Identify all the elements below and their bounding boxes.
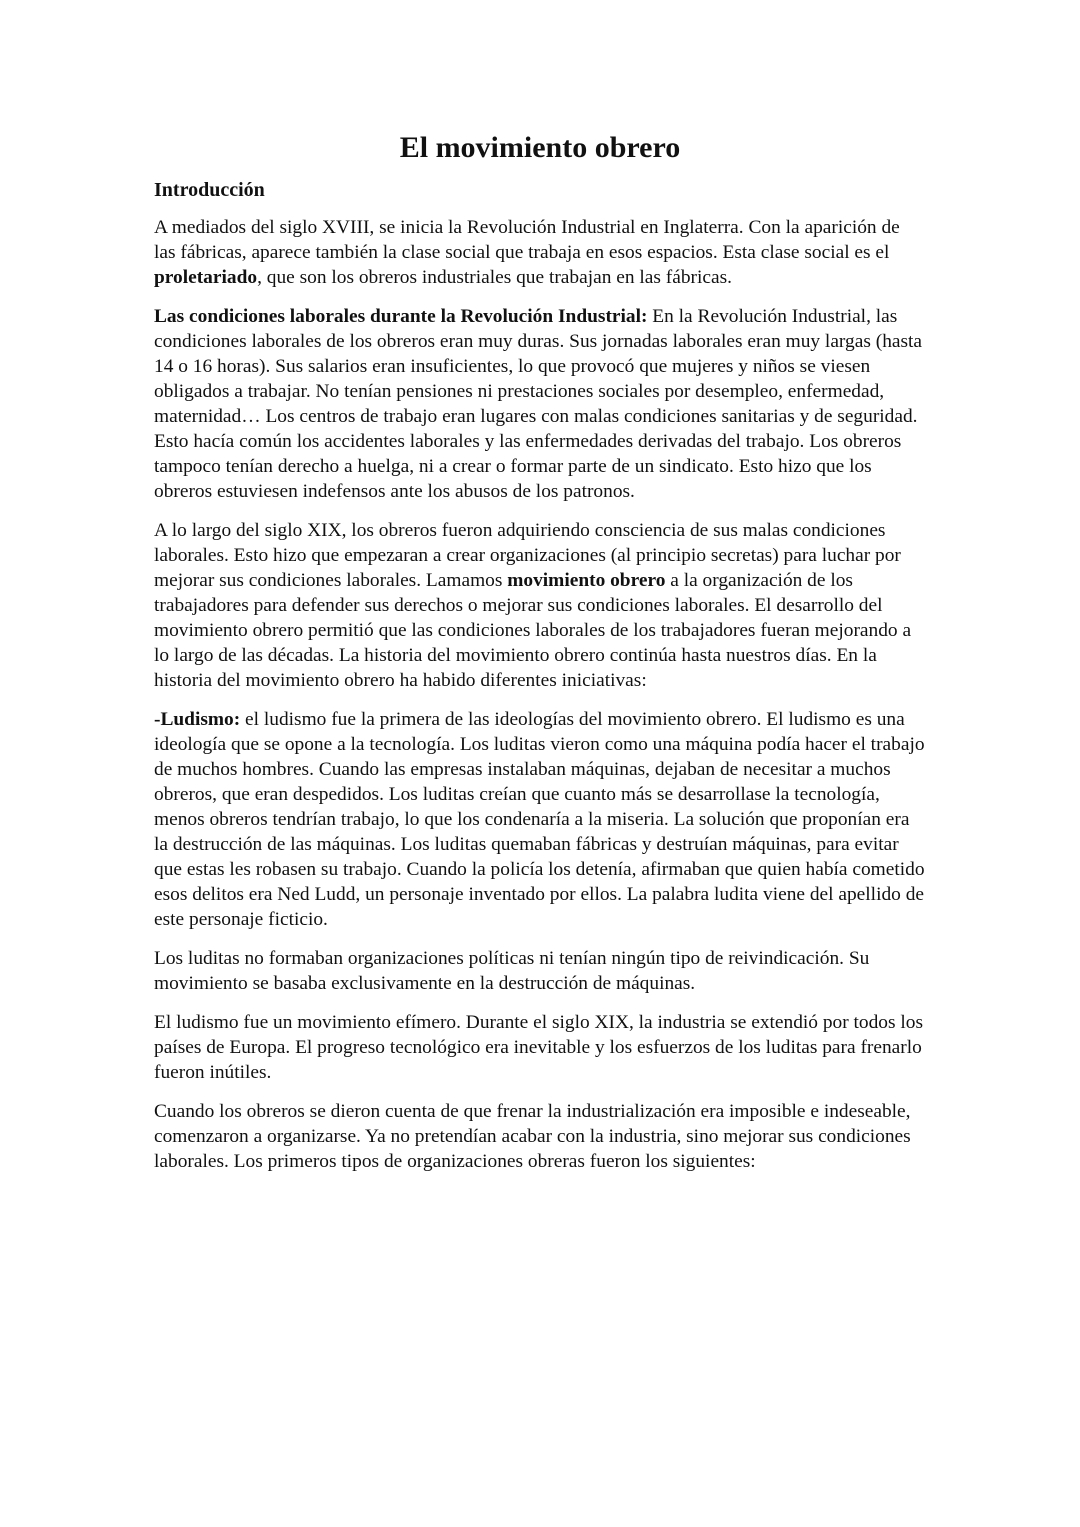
paragraph-condiciones-laborales (154, 304, 926, 504)
bold-lead-condiciones: Las condiciones laborales durante la Revolución Industrial: (154, 306, 648, 327)
paragraph-text: En la Revolución Industrial, las condiciones laborales de los obreros eran muy duras. Sus jornadas laborales eran muy largas (hasta 14 o 16 horas). Sus salarios eran insuficientes, lo que provocó que mujeres y niños se viesen obligados a trabajar. No tenían pensiones ni prestaciones sociales por desempleo, enfermedad, maternidad… Los centros de trabajo eran lugares con malas condiciones sanitarias y de seguridad. Esto hacía común los accidentes laborales y las enfermedades derivadas del trabajo. Los obreros tampoco tenían derecho a huelga, ni a crear o formar parte de un sindicato. Esto hizo que los obreros estuviesen indefensos ante los abusos de los patronos. (154, 306, 923, 502)
document-title: El movimiento obrero (399, 131, 681, 164)
paragraph-movimiento-obrero (154, 518, 926, 693)
paragraph-proletariado (154, 215, 926, 290)
paragraph-text: el ludismo fue la primera de las ideologías del movimiento obrero. El ludismo es una ideología que se opone a la tecnología. Los luditas vieron como una máquina podía hacer el trabajo de muchos hombres. Cuando las empresas instalaban máquinas, dejaban de necesitar a muchos obreros, que eran despedidos. Los luditas creían que cuanto más se desarrollase la tecnología, menos obreros tendrían trabajo, lo que los condenaría a la miseria. La solución que proponían era la destrucción de las máquinas. Los luditas quemaban fábricas y destruían máquinas, para evitar que estas les robasen su trabajo. Cuando la policía los detenía, afirmaban que quien había cometido esos delitos era Ned Ludd, un personaje inventado por ellos. La palabra ludita viene del apellido de este personaje ficticio. (154, 709, 925, 930)
paragraph-text: , que son los obreros industriales que trabajan en las fábricas. (257, 267, 732, 288)
paragraph-ludismo (154, 707, 926, 932)
bold-term-proletariado: proletariado (154, 267, 258, 288)
bold-lead-ludismo: -Ludismo: (154, 709, 241, 730)
paragraph-text: A mediados del siglo XVIII, se inicia la Revolución Industrial en Inglaterra. Con la aparición de las fábricas, aparece también la clase social que trabaja en esos espacios. Esta clase social es el (154, 217, 900, 263)
bold-term-movimiento-obrero: movimiento obrero (507, 570, 666, 591)
paragraph-ludismo-efimero: El ludismo fue un movimiento efímero. Durante el siglo XIX, la industria se extendió por todos los países de Europa. El progreso tecnológico era inevitable y los esfuerzos de los luditas para frenarlo fueron inútiles. (154, 1012, 924, 1083)
paragraph-organizarse: Cuando los obreros se dieron cuenta de que frenar la industrialización era imposible e indeseable, comenzaron a organizarse. Ya no pretendían acabar con la industria, sino mejorar sus condiciones laborales. Los primeros tipos de organizaciones obreras fueron los siguientes: (154, 1101, 911, 1172)
section-heading-introduccion: Introducción (154, 179, 265, 201)
paragraph-text: A lo largo del siglo XIX, los obreros fueron adquiriendo consciencia de sus malas condiciones laborales. Esto hizo que empezaran a crear organizaciones (al principio secretas) para luchar por mejorar sus condiciones laborales. Lamamos (154, 520, 901, 591)
paragraph-luditas-organizaciones: Los luditas no formaban organizaciones políticas ni tenían ningún tipo de reivindicación. Su movimiento se basaba exclusivamente en la destrucción de máquinas. (154, 948, 870, 994)
paragraph-text: a la organización de los trabajadores para defender sus derechos o mejorar sus condiciones laborales. El desarrollo del movimiento obrero permitió que las condiciones laborales de los trabajadores fueran mejorando a lo largo de las décadas. La historia del movimiento obrero continúa hasta nuestros días. En la historia del movimiento obrero ha habido diferentes iniciativas: (154, 570, 912, 691)
document-page (154, 128, 926, 1188)
